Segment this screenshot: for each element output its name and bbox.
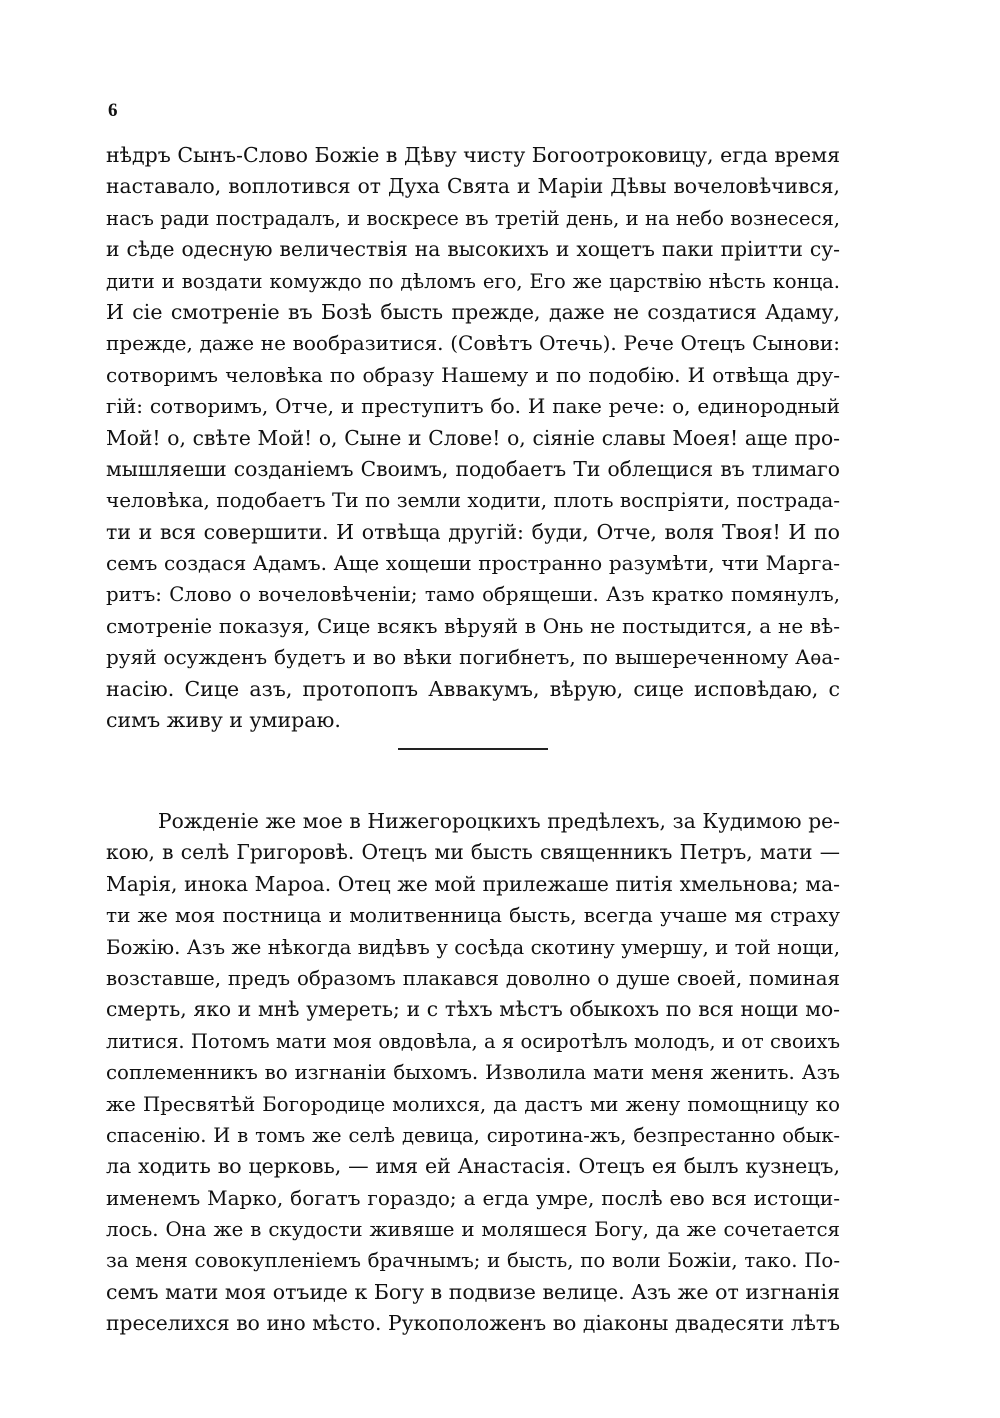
text-line: сотворимъ человѣка по образу Нашему и по подобію. И отвѣща дру- <box>106 362 840 387</box>
paragraph-birth <box>106 806 840 1340</box>
text-line: нѣдръ Сынъ-Слово Божіе в Дѣву чисту Богоотроковицу, егда время <box>106 143 840 167</box>
text-line: возставше, предъ образомъ плакався доволно о душе своей, поминая <box>106 966 840 990</box>
text-line: за меня совокупленіемъ брачнымъ; и бысть, по воли Божіи, тако. По- <box>106 1249 840 1273</box>
text-line: соплеменникъ во изгнаніи быхомъ. Изволила мати меня женить. Азъ <box>106 1061 840 1085</box>
text-line: насію. Сице азъ, протопопъ Аввакумъ, вѣрую, сице исповѣдаю, с <box>106 676 840 701</box>
text-line: Марія, инока Мароа. Отец же мой прилежаше питія хмельнова; ма- <box>106 871 840 896</box>
text-line: смерть, яко и мнѣ умереть; и с тѣхъ мѣстъ обыкохъ по вся нощи мо- <box>106 997 840 1022</box>
text-line: ти и вся совершити. И отвѣща другій: буди, Отче, воля Твоя! И по <box>106 519 840 544</box>
text-line: дити и воздати комуждо по дѣломъ его, Его же царствію нѣсть конца. <box>106 269 840 293</box>
text-line: семъ мати моя отъиде к Богу в подвизе велице. Азъ же от изгнанія <box>106 1279 840 1304</box>
text-line: спасенію. И в томъ же селѣ девица, сиротина-жъ, безпрестанно обык- <box>106 1123 840 1147</box>
text-line: кою, в селѣ Григоровѣ. Отецъ ми бысть священникъ Петръ, мати — <box>106 840 840 865</box>
text-line: ритъ: Слово о вочеловѣченіи; тамо обрящеши. Азъ кратко помянулъ, <box>106 583 840 607</box>
section-divider <box>398 748 548 750</box>
text-line: лось. Она же в скудости живяше и моляшеся Богу, да же сочетается <box>106 1218 840 1242</box>
text-line: руяй осужденъ будетъ и во вѣки погибнетъ, по вышереченному Аѳа- <box>106 645 840 670</box>
text-line: насъ ради пострадалъ, и воскресе въ третій день, и на небо вознесеся, <box>106 206 840 230</box>
text-line: и сѣде одесную величествія на высокихъ и хощетъ паки пріитти су- <box>106 237 840 262</box>
text-line: гій: сотворимъ, Отче, и преступитъ бо. И паке рече: о, единородный <box>106 394 840 419</box>
text-line: преселихся во ино мѣсто. Рукоположенъ во діаконы двадесяти лѣтъ <box>106 1311 840 1336</box>
text-line: ла ходить во церковь, — имя ей Анастасія. Отецъ ея былъ кузнецъ, <box>106 1154 840 1179</box>
text-line: наставало, воплотився от Духа Свята и Маріи Дѣвы вочеловѣчився, <box>106 174 840 199</box>
text-line: прежде, даже не вообразитися. (Совѣтъ Отечь). Рече Отецъ Сынови: <box>106 331 840 356</box>
text-line: же Пресвятѣй Богородице молихся, да дастъ ми жену помощницу ко <box>106 1092 840 1116</box>
text-line: смотреніе показуя, Сице всякъ вѣруяй в Онь не постыдится, а не вѣ- <box>106 613 840 638</box>
text-line: человѣка, подобаетъ Ти по земли ходити, плоть воспріяти, пострада- <box>106 488 840 513</box>
text-line: Рожденіе же мое в Нижегороцкихъ предѣлехъ, за Кудимою ре- <box>158 809 840 833</box>
paragraph-creed <box>106 140 840 736</box>
text-line: литися. Потомъ мати моя овдовѣла, а я осиротѣлъ молодъ, и от своихъ <box>106 1029 840 1053</box>
text-line: Божію. Азъ же нѣкогда видѣвъ у сосѣда скотину умершу, и той нощи, <box>106 935 840 959</box>
text-line: именемъ Марко, богатъ гораздо; а егда умре, послѣ ево вся истощи- <box>106 1185 840 1210</box>
page-number: 6 <box>108 100 118 121</box>
text-line: ти же моя постница и молитвенница бысть, всегда учаше мя страху <box>106 903 840 928</box>
text-line: И сіе смотреніе въ Бозѣ бысть прежде, даже не создатися Адаму, <box>106 299 840 324</box>
text-line: мышляеши созданіемъ Своимъ, подобаетъ Ти облещися въ тлимаго <box>106 456 840 481</box>
text-line: Мой! о, свѣте Мой! о, Сыне и Слове! о, сіяніе славы Моея! аще про- <box>106 425 840 450</box>
text-line: семъ создася Адамъ. Аще хощеши пространно разумѣти, чти Марга- <box>106 551 840 576</box>
text-line: симъ живу и умираю. <box>106 708 341 733</box>
